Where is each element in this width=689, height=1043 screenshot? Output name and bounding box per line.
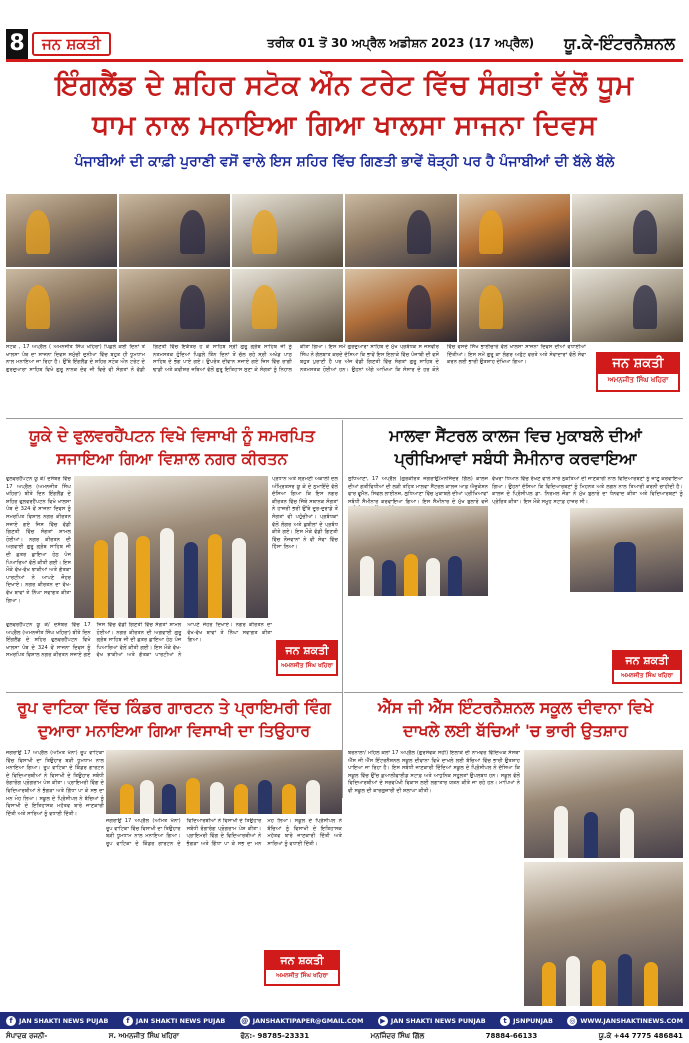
edition-date: ਤਰੀਕ 01 ਤੋਂ 30 ਅਪ੍ਰੈਲ ਅਡੀਸ਼ਨ 2023 (17 ਅਪ੍ਰੈਲ) [267,36,535,50]
lead-photo [572,194,683,267]
roop-vatika-headline-line1: ਰੂਪ ਵਾਟਿਕਾ ਵਿੱਚ ਕਿੰਡਰ ਗਾਰਟਨ ਤੇ ਪ੍ਰਾਇਮਰੀ ਵਿੰਗ [17,698,331,717]
wolverhampton-headline-line1: ਯੂਕੇ ਦੇ ਵੁਲਵਰਹੈਂਪਟਨ ਵਿਖੇ ਵਿਸਾਖੀ ਨੂੰ ਸਮਰਪਿਤ [29,426,315,445]
malwa-seminar-photo [348,506,488,596]
credit-coeditor-phone: 78884-66133 [485,1032,538,1040]
malwa-headline-line2: ਪ੍ਰੀਖਿਆਵਾਂ ਸਬੰਧੀ ਸੈਮੀਨਾਰ ਕਰਵਾਇਆ [394,449,637,468]
lead-photo [119,269,230,342]
footer-contact-bar [0,1012,689,1029]
twitter-icon: t [500,1016,510,1026]
roop-vatika-body-continued: ਜਗਰਾਉਂ 17 ਅਪ੍ਰੈਲ (ਅਮਿਤ ਖੰਨਾ) ਰੂਪ ਵਾਟਿਕਾ ਵਿੱਚ ਵਿਸਾਖੀ ਦਾ ਤਿਉਹਾਰ ਬੜੀ ਧੂਮਧਾਮ ਨਾਲ ਮਨਾਇਆ ਗਿਆ। ਰੂਪ ਵਾਟਿਕਾ ਦੇ ਕਿੰਡਰ ਗਾਰਟਨ ਦੇ ਵਿਦਿਆਰਥੀਆਂ ਨੇ ਵਿਸਾਖੀ ਦੇ ਤਿਉਹਾਰ ਸਬੰਧੀ ਰੰਗਾਰੰਗ ਪ੍ਰੋਗਰਾਮ ਪੇਸ਼ ਕੀਤਾ। ਪ੍ਰਾਇਮਰੀ ਵਿੰਗ ਦੇ ਵਿਦਿਆਰਥੀਆਂ ਨੇ ਭੰਗੜਾ ਅਤੇ ਗਿੱਧਾ ਪਾ ਕੇ ਸਭ ਦਾ ਮਨ ਮੋਹ ਲਿਆ। ਸਕੂਲ ਦੇ ਪ੍ਰਿੰਸੀਪਲ ਨੇ ਬੱਚਿਆਂ ਨੂੰ ਵਿਸਾਖੀ ਦੇ ਇਤਿਹਾਸਕ ਮਹੱਤਵ ਬਾਰੇ ਜਾਣਕਾਰੀ ਦਿੱਤੀ ਅਤੇ ਸਾਰਿਆਂ ਨੂੰ ਵਧਾਈ ਦਿੱਤੀ। [106,818,342,847]
mail-icon: @ [241,1016,249,1025]
ss-school-headline-line2: ਦਾਖਲੇ ਲਈ ਬੱਚਿਆਂ 'ਚ ਭਾਰੀ ਉਤਸ਼ਾਹ [403,721,628,740]
lead-headline-line2: ਧਾਮ ਨਾਲ ਮਨਾਇਆ ਗਿਆ ਖਾਲਸਾ ਸਾਜਨਾ ਦਿਵਸ [92,110,597,141]
lead-photo [459,269,570,342]
credit-editor-name: ਸ. ਅਮਨਜੀਤ ਸਿੰਘ ਖਹਿਰਾ [108,1032,180,1040]
malwa-body-right: ਵੱਖਰਾ ਧਿਆਨ ਵਿੱਚ ਰੱਖਣ ਵਾਲੇ ਸਾਰੇ ਨੁਕਤਿਆਂ ਦੀ ਜਾਣਕਾਰੀ ਨਾਲ ਵਿਦਿਆਰਥਣਾਂ ਨੂੰ ਜਾਣੂ ਕਰਵਾਇਆ ਗਿਆ। ਉਹਨਾਂ ਦੱਸਿਆ ਕਿ ਵਿਦਿਆਰਥਣਾਂ ਨੂੰ ਮਿਹਨਤ ਅਤੇ ਲਗਨ ਨਾਲ ਤਿਆਰੀ ਕਰਨੀ ਚਾਹੀਦੀ ਹੈ। ਕਾਲਜ ਦੇ ਪ੍ਰਿੰਸੀਪਲ ਡਾ. ਨਿਰਮਲ ਜੌੜਾ ਨੇ ਮੁੱਖ ਬੁਲਾਰੇ ਦਾ ਧੰਨਵਾਦ ਕੀਤਾ ਅਤੇ ਵਿਦਿਆਰਥਣਾਂ ਨੂੰ ਪ੍ਰੇਰਿਤ ਕੀਤਾ। ਇਸ ਮੌਕੇ ਸਮੂਹ ਸਟਾਫ਼ ਹਾਜ਼ਰ ਸੀ। [492,476,683,505]
footer-credits [0,1029,689,1043]
ss-school-photo-bottom [524,862,683,1006]
roop-vatika-headline [6,696,342,742]
ss-school-body: ਬਰਨਾਲਾ/ ਮਹਿਲ ਕਲਾਂ 17 ਅਪ੍ਰੈਲ (ਗੁਰਸੇਵਕ ਸੋਹੀ) ਇਲਾਕੇ ਦੀ ਨਾਮਵਰ ਵਿੱਦਿਅਕ ਸੰਸਥਾ ਐੱਸ ਜੀ ਐੱਸ ਇੰਟਰਨੈਸ਼ਨਲ ਸਕੂਲ ਦੀਵਾਨਾ ਵਿਖੇ ਦਾਖਲੇ ਲਈ ਬੱਚਿਆਂ ਵਿੱਚ ਭਾਰੀ ਉਤਸ਼ਾਹ ਪਾਇਆ ਜਾ ਰਿਹਾ ਹੈ। ਇਸ ਸਬੰਧੀ ਜਾਣਕਾਰੀ ਦਿੰਦਿਆਂ ਸਕੂਲ ਦੇ ਪ੍ਰਿੰਸੀਪਲ ਨੇ ਦੱਸਿਆ ਕਿ ਸਕੂਲ ਵਿੱਚ ਉੱਚ ਕੁਆਲੀਫਾਈਡ ਸਟਾਫ਼ ਅਤੇ ਆਧੁਨਿਕ ਸਹੂਲਤਾਂ ਉਪਲਬਧ ਹਨ। ਸਕੂਲ ਵੱਲੋਂ ਵਿਦਿਆਰਥੀਆਂ ਦੇ ਸਰਵਪੱਖੀ ਵਿਕਾਸ ਲਈ ਲਗਾਤਾਰ ਯਤਨ ਕੀਤੇ ਜਾ ਰਹੇ ਹਨ। ਮਾਪਿਆਂ ਨੇ ਵੀ ਸਕੂਲ ਦੀ ਕਾਰਗੁਜ਼ਾਰੀ ਦੀ ਸ਼ਲਾਘਾ ਕੀਤੀ। [348,750,520,794]
badge-name: ਜਨ ਸ਼ਕਤੀ [598,354,678,374]
masthead [6,28,683,62]
divider [6,692,342,693]
lead-photo-collage [6,194,683,340]
facebook-icon: f [6,1016,16,1026]
newspaper-logo-badge [276,640,338,676]
newspaper-logo-badge [612,650,682,684]
footer-label: WWW.JANSHAKTINEWS.COM [580,1016,683,1025]
roop-vatika-headline-line2: ਦੁਆਰਾ ਮਨਾਇਆ ਗਿਆ ਵਿਸਾਖੀ ਦਾ ਤਿਉਹਾਰ [37,721,311,740]
credit-coeditor: ਮਨਜਿੰਦਰ ਸਿੰਘ ਗਿੱਲ [370,1032,425,1040]
malwa-headline-line1: ਮਾਲਵਾ ਸੈਂਟਰਲ ਕਾਲਜ ਵਿਚ ਮੁਕਾਬਲੇ ਦੀਆਂ [389,426,642,445]
footer-item[interactable] [567,1016,683,1026]
roop-vatika-photo [106,750,342,814]
badge-byline: ਅਮਨਜੀਤ ਸਿੰਘ ਖਹਿਰਾ [607,376,669,384]
column-divider [342,420,343,798]
credit-phone: ਫੋਨ:- 98785-23331 [240,1032,310,1040]
badge-byline: ਅਮਨਜੀਤ ਸਿੰਘ ਖਹਿਰਾ [276,972,328,979]
footer-item[interactable] [240,1016,364,1026]
footer-label: JANSHAKTIPAPER@GMAIL.COM [252,1016,364,1025]
lead-article-body: ਸਟੋਕ , 17 ਅਪ੍ਰੈਲ ( ਅਮਨਜੀਤ ਸਿੰਘ ਖਹਿਰਾ) ਪਿਛਲੇ ਕਈ ਦਿਨਾਂ ਤੋਂ ਖਾਲਸਾ ਪੰਥ ਦਾ ਸਾਜਨਾ ਦਿਵਸ ਸਮੁੱਚੀ ਦੁਨੀਆ ਵਿੱਚ ਬਹੁਤ ਹੀ ਧੂਮਧਾਮ ਨਾਲ ਮਨਾਇਆ ਜਾ ਰਿਹਾ ਹੈ। ਉੱਥੇ ਇੰਗਲੈਂਡ ਦੇ ਸ਼ਹਿਰ ਸਟੋਕ ਔਨ ਟਰੇਟ ਦੇ ਗੁਰਦੁਆਰਾ ਸਾਹਿਬ ਵਿਖੇ ਗੁਰੂ ਨਾਨਕ ਦੇਵ ਜੀ ਵਿਚੇ ਵੀ ਸੰਗਤਾਂ ਨੇ ਵੱਡੀ ਗਿਣਤੀ ਵਿੱਚ ਇਕੱਤਰ ਹੋ ਕੇ ਸਾਹਿਬ ਸ੍ਰੀ ਗੁਰੂ ਗ੍ਰੰਥ ਸਾਹਿਬ ਜੀ ਨੂੰ ਨਤਮਸਤਕ ਹੁੰਦਿਆਂ ਪਿਛਲੇ ਤਿੰਨ ਦਿਨਾਂ ਤੋਂ ਚੱਲ ਰਹੇ ਸ੍ਰੀ ਅਖੰਡ ਪਾਠ ਸਾਹਿਬ ਦੇ ਭੋਗ ਪਾਏ ਗਏ। ਉਪਰੰਤ ਦੀਵਾਨ ਸਜਾਏ ਗਏ ਜਿਸ ਵਿੱਚ ਰਾਗੀ ਢਾਡੀ ਅਤੇ ਕਵੀਸ਼ਰ ਜਥਿਆਂ ਵੱਲੋਂ ਗੁਰੂ ਇਤਿਹਾਸ ਸੁਣਾ ਕੇ ਸੰਗਤਾਂ ਨੂੰ ਨਿਹਾਲ ਕੀਤਾ ਗਿਆ। ਇਸ ਸਮੇਂ ਗੁਰਦੁਆਰਾ ਸਾਹਿਬ ਦੇ ਮੁੱਖ ਪ੍ਰਬੰਧਕ ਸ ਜਸਵੀਰ ਸਿੰਘ ਨੇ ਗੱਲਬਾਤ ਕਰਦੇ ਦੱਸਿਆ ਕਿ ਭਾਵੇਂ ਇਸ ਇਲਾਕੇ ਵਿੱਚ ਪੰਜਾਬੀ ਦੀ ਵਸੋਂ ਬਹੁਤ ਪੁਰਾਣੀ ਹੈ ਪਰ ਅੱਜ ਵੱਡੀ ਗਿਣਤੀ ਵਿੱਚ ਸੰਗਤਾਂ ਗੁਰੂ ਸਾਹਿਬ ਦੇ ਨਤਮਸਤਕ ਹੋਈਆਂ ਹਨ। ਉਹਨਾਂ ਅੱਗੇ ਆਖਿਆ ਕਿ ਸੰਸਾਰ ਦੇ ਹਰ ਕੋਨੇ ਵਿੱਚ ਵਸਦੇ ਸਿੱਖ ਭਾਈਚਾਰੇ ਵੱਲੋਂ ਖਾਲਸਾ ਸਾਜਨਾ ਦਿਵਸ ਦੀਆਂ ਵਧਾਈਆਂ ਦਿੱਤੀਆਂ। ਇਸ ਸਮੇਂ ਗੁਰੂ ਕਾ ਲੰਗਰ ਅਤੁੱਟ ਵਰਤੇ ਅਤੇ ਸੇਵਾਦਾਰਾਂ ਵੱਲੋਂ ਸੇਵਾ ਕਰਨ ਲਈ ਭਾਰੀ ਉਤਸ਼ਾਹ ਦੇਖਿਆ ਗਿਆ। [6,344,586,373]
badge-name: ਜਨ ਸ਼ਕਤੀ [278,642,336,660]
malwa-speaker-photo [570,508,683,592]
badge-byline: ਅਮਨਜੀਤ ਸਿੰਘ ਖਹਿਰਾ [281,662,333,669]
newspaper-logo: ਜਨ ਸ਼ਕਤੀ [32,32,111,56]
lead-subheadline: ਪੰਜਾਬੀਆਂ ਦੀ ਕਾਫ਼ੀ ਪੁਰਾਣੀ ਵਸੋਂ ਵਾਲੇ ਇਸ ਸ਼ਹਿਰ ਵਿੱਚ ਗਿਣਤੀ ਭਾਵੇਂ ਥੋੜ੍ਹੀ ਪਰ ਹੈ ਪੰਜਾਬੀਆਂ ਦੀ ਬੱਲੇ ਬੱਲੇ [74,154,615,170]
page-number: 8 [6,29,28,59]
newspaper-logo-badge [264,950,340,986]
footer-label: JSNPUNJAB [513,1016,553,1025]
footer-item[interactable] [378,1016,486,1026]
lead-photo [345,269,456,342]
divider [6,418,683,419]
lead-photo [6,194,117,267]
ss-school-headline-line1: ਐੱਸ ਜੀ ਐੱਸ ਇੰਟਰਨੈਸ਼ਨਲ ਸਕੂਲ ਦੀਵਾਨਾ ਵਿਖੇ [377,698,654,717]
badge-name: ਜਨ ਸ਼ਕਤੀ [266,952,338,970]
lead-photo [232,194,343,267]
roop-vatika-body: ਜਗਰਾਉਂ 17 ਅਪ੍ਰੈਲ (ਅਮਿਤ ਖੰਨਾ) ਰੂਪ ਵਾਟਿਕਾ ਵਿੱਚ ਵਿਸਾਖੀ ਦਾ ਤਿਉਹਾਰ ਬੜੀ ਧੂਮਧਾਮ ਨਾਲ ਮਨਾਇਆ ਗਿਆ। ਰੂਪ ਵਾਟਿਕਾ ਦੇ ਕਿੰਡਰ ਗਾਰਟਨ ਦੇ ਵਿਦਿਆਰਥੀਆਂ ਨੇ ਵਿਸਾਖੀ ਦੇ ਤਿਉਹਾਰ ਸਬੰਧੀ ਰੰਗਾਰੰਗ ਪ੍ਰੋਗਰਾਮ ਪੇਸ਼ ਕੀਤਾ। ਪ੍ਰਾਇਮਰੀ ਵਿੰਗ ਦੇ ਵਿਦਿਆਰਥੀਆਂ ਨੇ ਭੰਗੜਾ ਅਤੇ ਗਿੱਧਾ ਪਾ ਕੇ ਸਭ ਦਾ ਮਨ ਮੋਹ ਲਿਆ। ਸਕੂਲ ਦੇ ਪ੍ਰਿੰਸੀਪਲ ਨੇ ਬੱਚਿਆਂ ਨੂੰ ਵਿਸਾਖੀ ਦੇ ਇਤਿਹਾਸਕ ਮਹੱਤਵ ਬਾਰੇ ਜਾਣਕਾਰੀ ਦਿੱਤੀ ਅਤੇ ਸਾਰਿਆਂ ਨੂੰ ਵਧਾਈ ਦਿੱਤੀ। [6,750,104,817]
divider [344,692,683,693]
badge-byline: ਅਮਨਜੀਤ ਸਿੰਘ ਖਹਿਰਾ [621,672,673,679]
credit-editor-label: ਸੰਪਾਦਕ ਰਜਨੀ- [6,1032,48,1040]
wolverhampton-body-right: ਪ੍ਰਧਾਨ ਅਤੇ ਸ਼੍ਰੋਮਣੀ ਅਕਾਲੀ ਦਲ ਅੰਮ੍ਰਿਤਸਰ ਯੂ ਕੇ ਦੇ ਨੁਮਾਇੰਦੇ ਵੱਲੋਂ ਦੱਸਿਆ ਗਿਆ ਕਿ ਇਸ ਨਗਰ ਕੀਰਤਨ ਵਿੱਚ ਜਿੱਥੇ ਸਥਾਨਕ ਸੰਗਤਾਂ ਨੇ ਹਾਜ਼ਰੀ ਭਰੀ ਉੱਥੇ ਦੂਰ-ਦੁਰਾਡੇ ਤੋਂ ਸੰਗਤਾਂ ਵੀ ਪਹੁੰਚੀਆਂ। ਪ੍ਰਬੰਧਕਾਂ ਵੱਲੋਂ ਲੰਗਰ ਅਤੇ ਛਬੀਲਾਂ ਦੇ ਪ੍ਰਬੰਧ ਕੀਤੇ ਗਏ। ਇਸ ਮੌਕੇ ਵੱਡੀ ਗਿਣਤੀ ਵਿੱਚ ਨੌਜਵਾਨਾਂ ਨੇ ਵੀ ਸੇਵਾ ਵਿੱਚ ਹਿੱਸਾ ਲਿਆ। [272,476,338,551]
lead-headline-line1: ਇੰਗਲੈਂਡ ਦੇ ਸ਼ਹਿਰ ਸਟੋਕ ਔਨ ਟਰੇਟ ਵਿੱਚ ਸੰਗਤਾਂ ਵੱਲੋਂ ਧੂਮ [55,70,634,101]
wolverhampton-photo [74,476,268,618]
ss-school-headline [348,696,683,742]
edition-name: ਯੂ.ਕੇ-ਇੰਟਰਨੈਸ਼ਨਲ [564,33,675,53]
lead-photo [119,194,230,267]
malwa-body-left: ਲੁਧਿਆਣਾ, 17 ਅਪ੍ਰੈਲ (ਗੁਰਕੀਰਤ ਜਗਰਾਉਂ/ਮਨਜਿੰਦਰ ਗਿੱਲ) ਕਾਲਜ ਦੀਆਂ ਗਤੀਵਿਧੀਆਂ ਦੀ ਲੜੀ ਤਹਿਤ ਮਾਲਵਾ ਸੈਂਟਰਲ ਕਾਲਜ ਆਫ਼ ਐਜੂਕੇਸ਼ਨ ਫਾਰ ਵੂਮੈਨ, ਸਿਵਲ ਲਾਈਨਜ਼, ਲੁਧਿਆਣਾ ਵਿੱਚ ਮੁਕਾਬਲੇ ਦੀਆਂ ਪ੍ਰੀਖਿਆਵਾਂ ਸਬੰਧੀ ਸੈਮੀਨਾਰ ਕਰਵਾਇਆ ਗਿਆ। ਇਸ ਸੈਮੀਨਾਰ ਦੇ ਮੁੱਖ ਬੁਲਾਰੇ ਵਜੋਂ [348,476,488,505]
credit-uk-phone: ਯੂ.ਕੇ +44 7775 486841 [598,1032,683,1040]
footer-item[interactable] [500,1016,553,1026]
ss-school-photo-top [524,750,683,858]
lead-photo [232,269,343,342]
wolverhampton-body-left: ਵੁਲਵਰਹੈਂਪਟਨ ਯੂ ਕੇ/ ਦਸੰਬਰ ਵਿੱਚ 17 ਅਪ੍ਰੈਲ (ਅਮਨਜੀਤ ਸਿੰਘ ਖਹਿਰਾ) ਬੀਤੇ ਦਿਨ ਇੰਗਲੈਂਡ ਦੇ ਸ਼ਹਿਰ ਵੁਲਵਰਹੈਂਪਟਨ ਵਿਖੇ ਖਾਲਸਾ ਪੰਥ ਦੇ 324 ਵੇਂ ਸਾਜਨਾ ਦਿਵਸ ਨੂੰ ਸਮਰਪਿਤ ਵਿਸ਼ਾਲ ਨਗਰ ਕੀਰਤਨ ਸਜਾਏ ਗਏ ਜਿਸ ਵਿੱਚ ਵੱਡੀ ਗਿਣਤੀ ਵਿੱਚ ਸੰਗਤਾਂ ਸ਼ਾਮਲ ਹੋਈਆਂ। ਨਗਰ ਕੀਰਤਨ ਦੀ ਅਗਵਾਈ ਗੁਰੂ ਗ੍ਰੰਥ ਸਾਹਿਬ ਜੀ ਦੀ ਛਤਰ ਛਾਇਆ ਹੇਠ ਪੰਜ ਪਿਆਰਿਆਂ ਵੱਲੋਂ ਕੀਤੀ ਗਈ। ਇਸ ਮੌਕੇ ਵੱਖ-ਵੱਖ ਝਾਕੀਆਂ ਅਤੇ ਗੱਤਕਾ ਪਾਰਟੀਆਂ ਨੇ ਆਪਣੇ ਜੌਹਰ ਦਿਖਾਏ। ਨਗਰ ਕੀਰਤਨ ਦਾ ਵੱਖ-ਵੱਖ ਥਾਵਾਂ ਤੇ ਨਿੱਘਾ ਸਵਾਗਤ ਕੀਤਾ ਗਿਆ। [6,476,71,604]
lead-photo [459,194,570,267]
malwa-headline [348,424,683,470]
globe-icon: ◎ [569,1016,576,1025]
badge-name: ਜਨ ਸ਼ਕਤੀ [614,652,680,670]
lead-photo [6,269,117,342]
lead-photo [345,194,456,267]
footer-label: JAN SHAKTI NEWS PUNJAB [390,1016,486,1025]
facebook-icon: f [123,1016,133,1026]
footer-label: JAN SHAKTI NEWS PUJAB [135,1016,226,1025]
wolverhampton-body-continued: ਵੁਲਵਰਹੈਂਪਟਨ ਯੂ ਕੇ/ ਦਸੰਬਰ ਵਿੱਚ 17 ਅਪ੍ਰੈਲ (ਅਮਨਜੀਤ ਸਿੰਘ ਖਹਿਰਾ) ਬੀਤੇ ਦਿਨ ਇੰਗਲੈਂਡ ਦੇ ਸ਼ਹਿਰ ਵੁਲਵਰਹੈਂਪਟਨ ਵਿਖੇ ਖਾਲਸਾ ਪੰਥ ਦੇ 324 ਵੇਂ ਸਾਜਨਾ ਦਿਵਸ ਨੂੰ ਸਮਰਪਿਤ ਵਿਸ਼ਾਲ ਨਗਰ ਕੀਰਤਨ ਸਜਾਏ ਗਏ ਜਿਸ ਵਿੱਚ ਵੱਡੀ ਗਿਣਤੀ ਵਿੱਚ ਸੰਗਤਾਂ ਸ਼ਾਮਲ ਹੋਈਆਂ। ਨਗਰ ਕੀਰਤਨ ਦੀ ਅਗਵਾਈ ਗੁਰੂ ਗ੍ਰੰਥ ਸਾਹਿਬ ਜੀ ਦੀ ਛਤਰ ਛਾਇਆ ਹੇਠ ਪੰਜ ਪਿਆਰਿਆਂ ਵੱਲੋਂ ਕੀਤੀ ਗਈ। ਇਸ ਮੌਕੇ ਵੱਖ-ਵੱਖ ਝਾਕੀਆਂ ਅਤੇ ਗੱਤਕਾ ਪਾਰਟੀਆਂ ਨੇ ਆਪਣੇ ਜੌਹਰ ਦਿਖਾਏ। ਨਗਰ ਕੀਰਤਨ ਦਾ ਵੱਖ-ਵੱਖ ਥਾਵਾਂ ਤੇ ਨਿੱਘਾ ਸਵਾਗਤ ਕੀਤਾ ਗਿਆ। [6,622,272,659]
newspaper-logo-badge [596,352,680,392]
wolverhampton-headline-line2: ਸਜਾਇਆ ਗਿਆ ਵਿਸ਼ਾਲ ਨਗਰ ਕੀਰਤਨ [56,449,288,468]
lead-photo [572,269,683,342]
lead-headline [6,66,683,148]
youtube-icon: ▶ [378,1016,388,1026]
footer-label: JAN SHAKTI NEWS PUJAB [19,1016,109,1025]
wolverhampton-headline [6,424,338,470]
footer-item[interactable] [123,1016,225,1026]
footer-item[interactable] [6,1016,108,1026]
